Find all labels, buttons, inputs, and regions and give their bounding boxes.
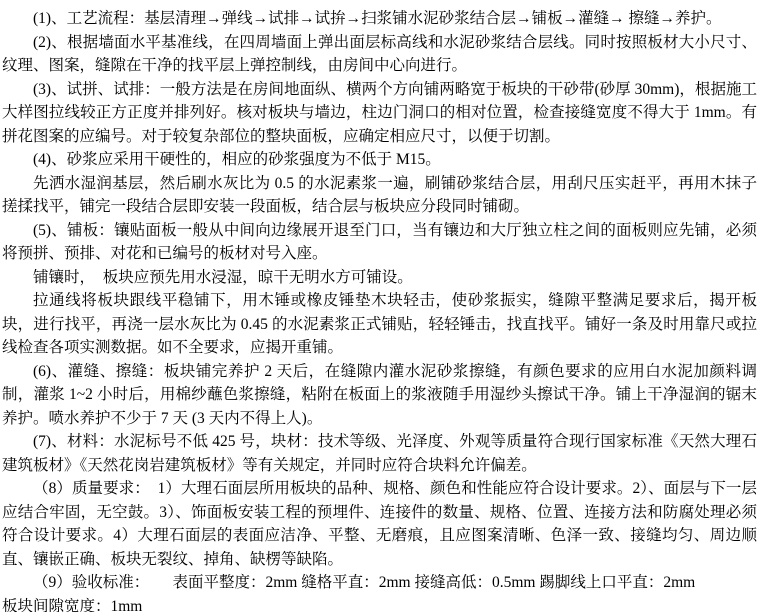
paragraph-base-wetting: 先洒水湿润基层，然后刷水灰比为 0.5 的水泥素浆一遍，刷铺砂浆结合层，用刮尺压实赶平，再用木抹子搓揉找平，铺完一段结合层即安装一段面板，结合层与板块应分段同时铺砌。 [2,174,757,215]
paragraph-process-flow: (1)、工艺流程：基层清理→弹线→试排→试拚→扫浆铺水泥砂浆结合层→铺板→灌缝→ 擦缝→养护。 [33,10,722,27]
paragraph-datum-lines: (2)、根据墙面水平基准线，在四周墙面上弹出面层标高线和水泥砂浆结合层线。同时按照板材大小尺寸、纹理、图案，缝隙在干净的找平层上弹控制线，由房间中心向进行。 [2,33,757,74]
paragraph-leveling-procedure: 拉通线将板块跟线平稳铺下，用木锤或橡皮锤垫木块轻击，使砂浆振实，缝隙平整满足要求后，揭开板块，进行找平，再浇一层水灰比为 0.45 的水泥素浆正式铺贴，轻轻锤击，找直找平。铺好一条及时用靠尺或拉线检查各项实测数据。如不全要求，应揭开重铺。 [2,292,757,356]
paragraph-trial-layout: (3)、试拼、试排：一般方法是在房间地面纵、横两个方向铺两略宽于板块的干砂带(砂厚 30mm)，根据施工大样图拉线较正方正度并排列好。核对板块与墙边，柱边门洞口的相对位置，检查接缝宽度不得大于 1mm。有拼花图案的应编号。对于较复杂部位的整块面板，应确定相应尺寸，以便于切割。 [2,80,757,145]
paragraph-acceptance-standards: （9）验收标准： 表面平整度：2mm 缝格平直：2mm 接缝高低：0.5mm 踢脚线上口平直：2mm [33,574,696,591]
paragraph-materials: (7)、材料：水泥标号不低 425 号，块材：技术等级、光泽度、外观等质量符合现行国家标准《天然大理石建筑板材》《天然花岗岩建筑板材》等有关规定，并同时应符合块料允许偏差。 [2,433,757,474]
paragraph-grouting-jointing: (6)、灌缝、擦缝：板块铺完养护 2 天后，在缝隙内灌水泥砂浆擦缝，有颜色要求的应用白水泥加颜料调制，灌浆 1~2 小时后，用棉纱蘸色浆擦缝，粘附在板面上的浆液随手用湿纱头擦试干净。铺上干净湿润的锯末养护。喷水养护不少于 7 天 (3 天内不得上人)。 [2,362,757,427]
paragraph-mortar-strength: (4)、砂浆应采用干硬性的，相应的砂浆强度为不低于 M15。 [33,151,441,168]
paragraph-plate-laying: (5)、铺板：镶贴面板一般从中间向边缘展开退至门口，当有镶边和大厅独立柱之间的面板则应先铺，必须将预拼、预排、对花和已编号的板材对号入座。 [2,221,757,262]
paragraph-quality-requirements: （8）质量要求： 1）大理石面层所用板块的品种、规格、颜色和性能应符合设计要求。2）、面层与下一层应结合牢固，无空鼓。3）、饰面板安装工程的预埋件、连接件的数量、规格、位置、连接方法和防腐处理必须符合设计要求。4）大理石面层的表面应洁净、平整、无磨痕，且应图案清晰、色泽一致、接缝均匀、周边顺直、镶嵌正确、板块无裂纹、掉角、缺楞等缺陷。 [2,480,757,568]
paragraph-gap-width: 板块间隙宽度：1mm [2,597,143,612]
paragraph-pre-soaking: 铺镶时， 板块应预先用水浸湿，晾干无明水方可铺设。 [33,268,413,286]
